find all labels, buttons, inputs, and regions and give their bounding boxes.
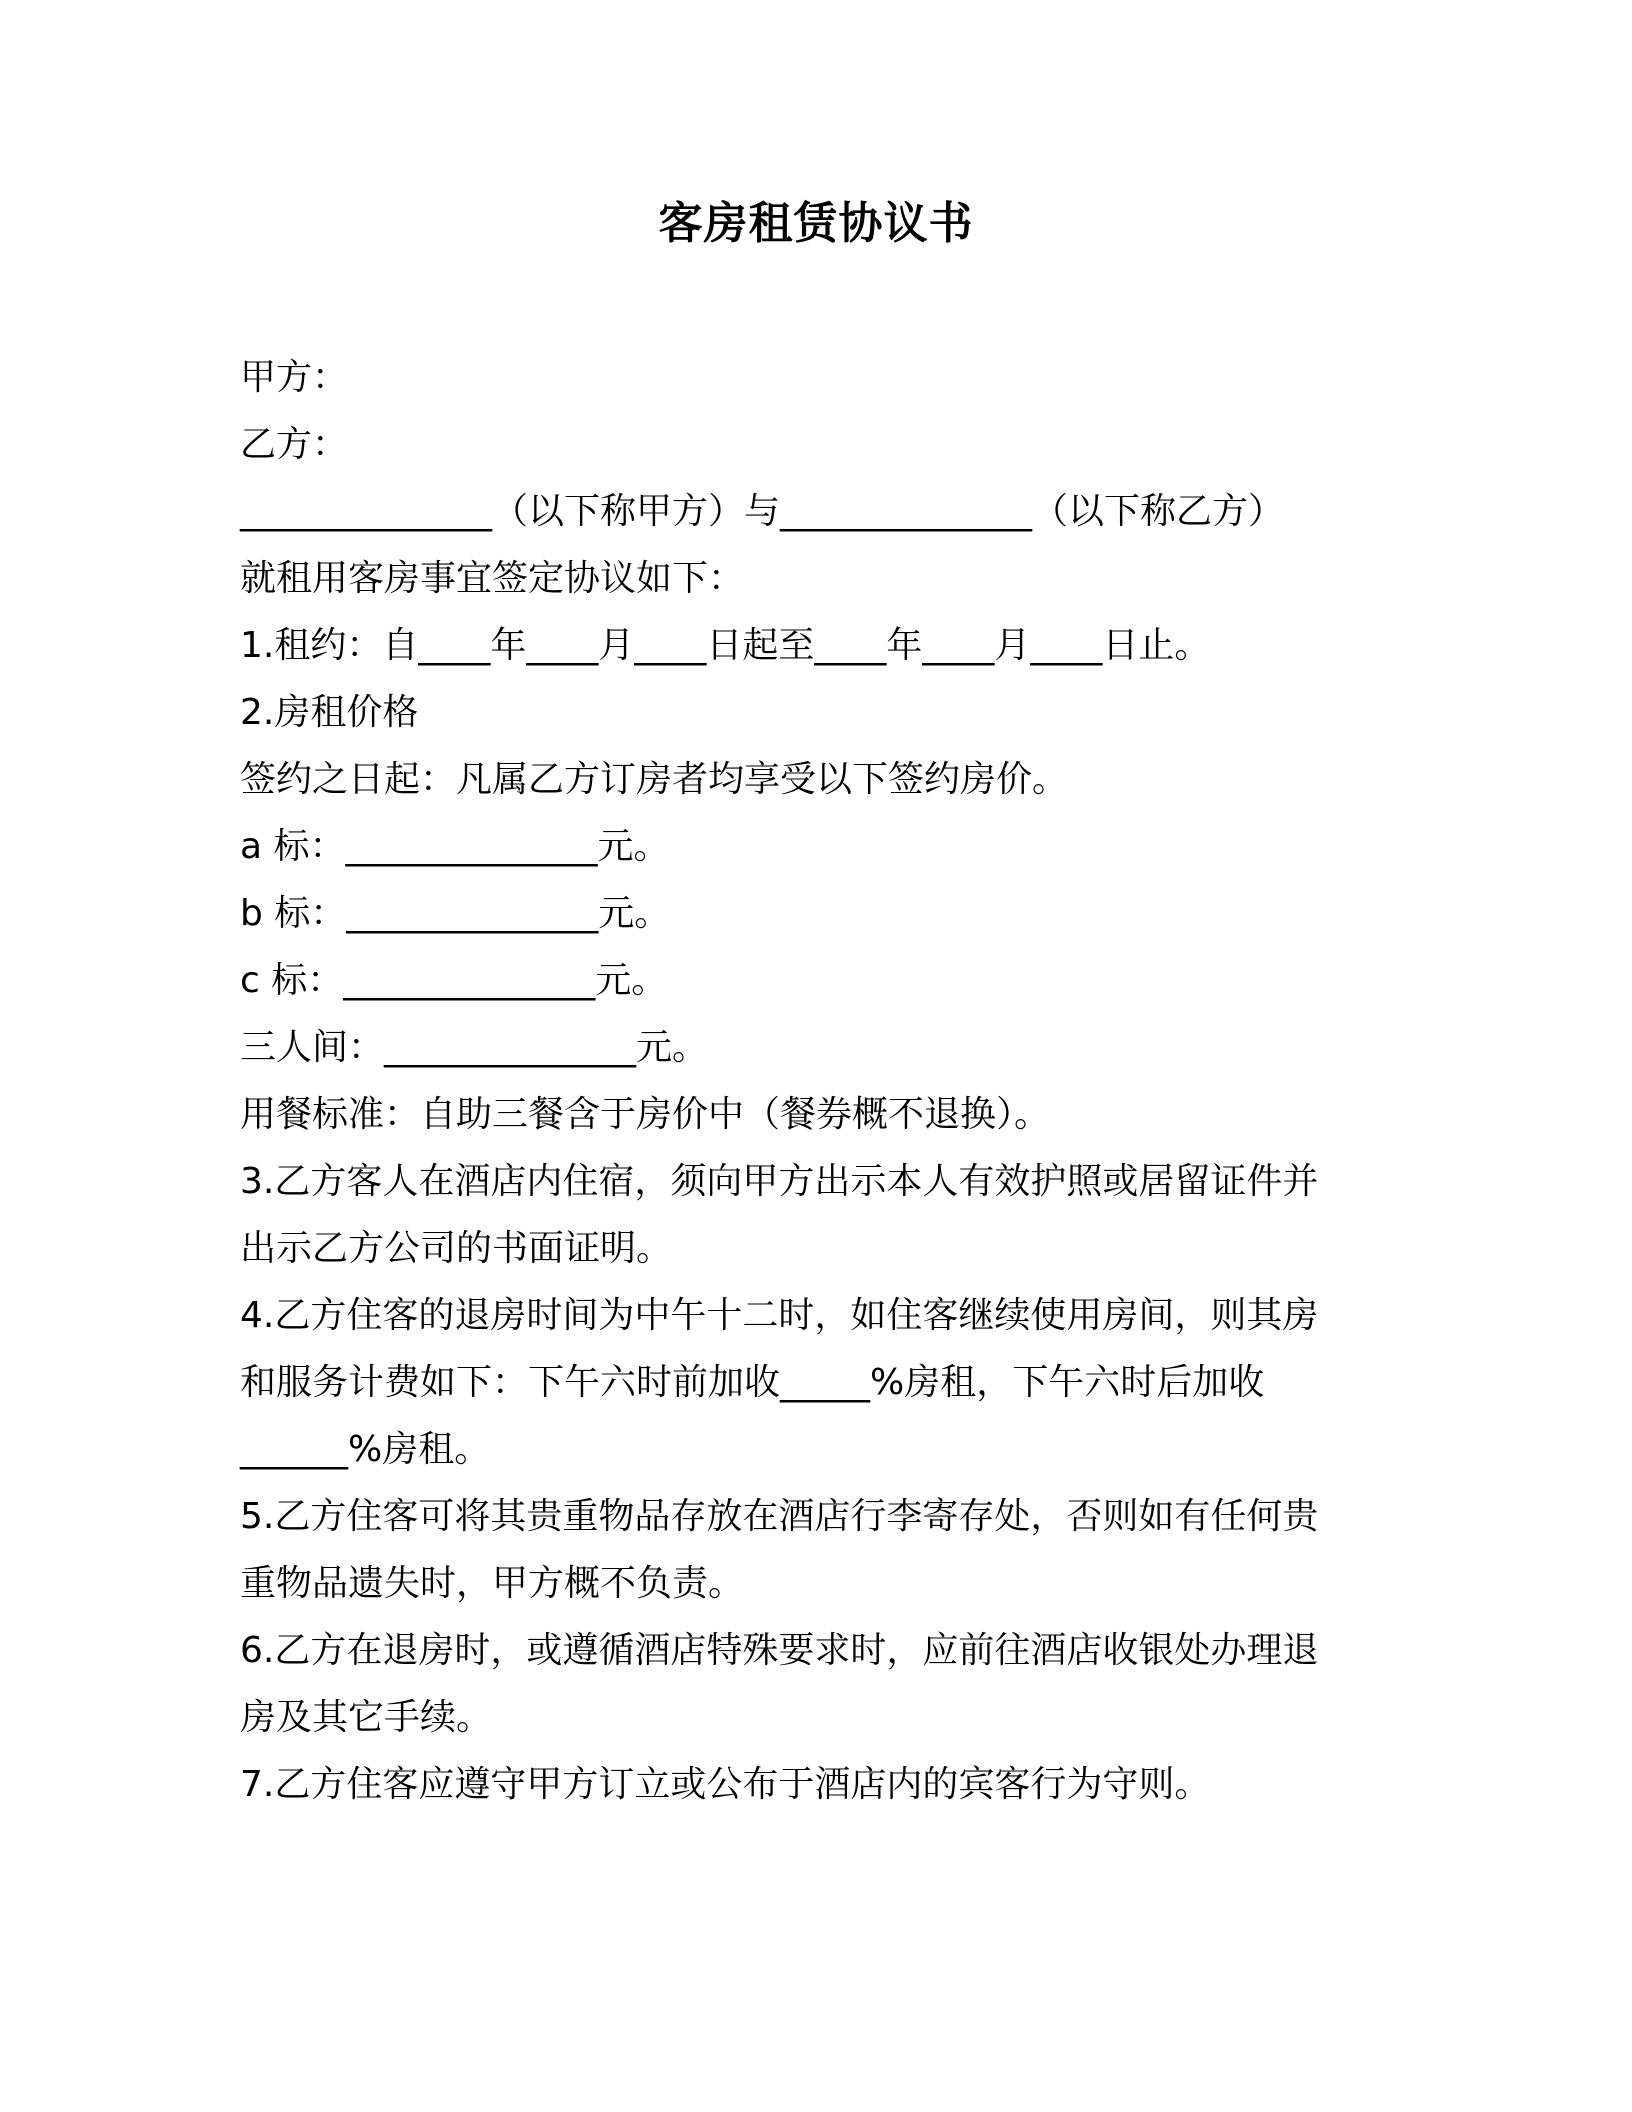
clause-6-line-1: 6.乙方在退房时，或遵循酒店特殊要求时，应前往酒店收银处办理退: [240, 1630, 1319, 1671]
clause-2-heading: 2.房租价格: [240, 692, 419, 733]
meal-standard: 用餐标准：自助三餐含于房价中（餐券概不退换）。: [240, 1094, 1051, 1135]
clause-6-line-2: 房及其它手续。: [240, 1697, 493, 1738]
document-title: 客房租赁协议书: [658, 198, 974, 249]
price-b-standard: b 标：______________元。: [240, 893, 671, 934]
party-a-line: 甲方：: [240, 357, 349, 398]
price-a-standard: a 标：______________元。: [240, 826, 670, 867]
clause-4-line-2: 和服务计费如下：下午六时前加收_____%房租，下午六时后加收: [240, 1362, 1265, 1403]
agreement-intro-line: 就租用客房事宜签定协议如下：: [240, 558, 745, 599]
party-b-line: 乙方：: [240, 424, 349, 465]
clause-3-line-1: 3.乙方客人在酒店内住宿，须向甲方出示本人有效护照或居留证件并: [240, 1161, 1319, 1202]
price-triple-room: 三人间：______________元。: [240, 1027, 709, 1068]
clause-2-intro: 签约之日起：凡属乙方订房者均享受以下签约房价。: [240, 759, 1069, 800]
clause-5-line-2: 重物品遗失时，甲方概不负责。: [240, 1563, 745, 1604]
clause-3-line-2: 出示乙方公司的书面证明。: [240, 1228, 673, 1269]
clause-4-line-3: ______%房租。: [240, 1429, 491, 1470]
clause-5-line-1: 5.乙方住客可将其贵重物品存放在酒店行李寄存处，否则如有任何贵: [240, 1496, 1319, 1537]
parties-intro-line: ______________（以下称甲方）与______________（以下称乙方）: [240, 491, 1285, 532]
clause-4-line-1: 4.乙方住客的退房时间为中午十二时，如住客继续使用房间，则其房: [240, 1295, 1319, 1336]
document-body: [240, 344, 1370, 1818]
clause-1-lease-term: 1.租约：自____年____月____日起至____年____月____日止。: [240, 625, 1211, 666]
price-c-standard: c 标：______________元。: [240, 960, 668, 1001]
clause-7-line: 7.乙方住客应遵守甲方订立或公布于酒店内的宾客行为守则。: [240, 1764, 1211, 1805]
